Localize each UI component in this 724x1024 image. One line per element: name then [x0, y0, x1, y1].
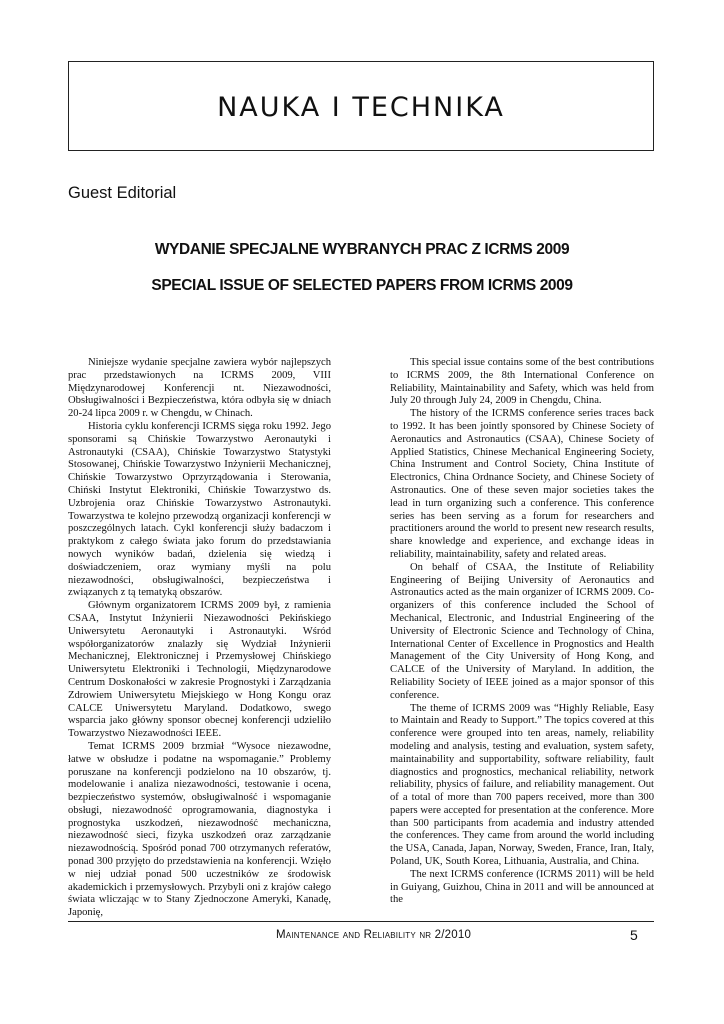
footer-divider	[68, 921, 654, 922]
journal-section-header	[68, 61, 654, 151]
paragraph: This special issue contains some of the best contributions to ICRMS 2009, the 8th International Conference on Reliability, Maintainability and Safety, which was held from July 20 through July 24, 2009 in Chengdu, China.	[390, 357, 654, 407]
paragraph: The theme of ICRMS 2009 was “Highly Reliable, Easy to Maintain and Ready to Support.” The topics covered at this conference were grouped into ten areas, namely, reliability modeling and analysis, testing and evaluation, system safety, maintainability and supportability, software reliability, fault diagnostics and prognostics, mechanical reliability, network reliability, physics of failure, and reliability management. Out of a total of more than 700 papers received, more than 300 papers were accepted for presentation at the conference. More than 500 participants from academia and industry attended the conferences. They came from around the world including the USA, Canada, Japan, Norway, Sweden, France, Iran, Italy, Poland, UK, South Korea, Lithuania, Australia, and China.	[390, 702, 654, 868]
footer-journal-name: Maintenance and Reliability nr 2/2010	[276, 929, 472, 941]
article-title-english: SPECIAL ISSUE OF SELECTED PAPERS FROM ICRMS 2009	[151, 277, 573, 294]
article-category-label: Guest Editorial	[68, 184, 177, 202]
polish-text-column	[68, 357, 331, 920]
paragraph: The history of the ICRMS conference series traces back to 1992. It has been jointly sponsored by Chinese Society of Aeronautics and Astronautics (CSAA), Chinese Society of Applied Statistics, Chinese Mechanical Engineering Society, China Instrument and Control Society, China Institute of Electronics, China Ordnance Society, and Chinese Society of Astronautics. One of these seven major societies takes the lead in turn organizing such a conference. This conference series has been serving as a forum for researchers and practitioners around the world to present new research results, share knowledge and experience, and exchange ideas in reliability, maintainability, safety and related areas.	[390, 408, 654, 560]
paragraph: Temat ICRMS 2009 brzmiał “Wysoce niezawodne, łatwe w obsłudze i podatne na wspomaganie.” Problemy poruszane na konferencji podzielono na 10 obszarów, tj. modelowanie i analiza niezawodności, testowanie i ocena, bezpieczeństwo systemów, obsługiwalność i wspomaganie obsługi, niezawodność oprogramowania, diagnostyka i prognostyka uszkodzeń, niezawodność mechaniczna, niezawodność sieci, fizyka uszkodzeń oraz zarządzanie niezawodnością. Spośród ponad 700 otrzymanych referatów, ponad 300 przyjęto do przedstawienia na konferencji. Wzięło w niej udział ponad 500 uczestników ze środowisk akademickich i przemysłowych. Przybyli oni z krajów całego świata wliczając w to Stany Zjednoczone Ameryki, Kanadę, Japonię,	[68, 740, 331, 919]
paragraph: Głównym organizatorem ICRMS 2009 był, z ramienia CSAA, Instytut Inżynierii Niezawodności Pekińskiego Uniwersytetu Aeronautyki i Astronautyki. Wśród współorganizatorów znalazły się Wydział Inżynierii Mechanicznej, Elektronicznej i Przemysłowej Chińskiego Uniwersytetu Elektroniki i Technologii, Międzynarodowe Centrum Doskonałości w zakresie Prognostyki i Zarządzania Zdrowiem Uniwersytetu Miejskiego w Hong Kongu oraz CALCE Uniwersytetu Maryland. Dodatkowo, swego wsparcia jako główny sponsor obecnej konferencji udzieliło Towarzystwo Niezawodności IEEE.	[68, 600, 331, 740]
article-title-polish: WYDANIE SPECJALNE WYBRANYCH PRAC Z ICRMS 2009	[154, 241, 570, 258]
section-header-title: NAUKA I TECHNIKA	[217, 91, 505, 123]
paragraph: The next ICRMS conference (ICRMS 2011) will be held in Guiyang, Guizhou, China in 2011 and will be announced at the	[390, 868, 654, 906]
paragraph: Niniejsze wydanie specjalne zawiera wybór najlepszych prac przedstawionych na ICRMS 2009, VIII Międzynarodowej Konferencji nt. Niezawodności, Obsługiwalności i Bezpieczeństwa, która odbyła się w dniach 20-24 lipca 2009 r. w Chengdu, w Chinach.	[68, 357, 331, 420]
english-text-column	[390, 357, 654, 907]
paragraph: On behalf of CSAA, the Institute of Reliability Engineering of Beijing University of Aeronautics and Astronautics acted as the main organizer of ICRMS 2009. Co-organizers of this conference included the School of Mechanical, Electronic, and Industrial Engineering of the University of Electronic Science and Technology of China, International Center of Excellence in Prognostics and Health Management of the City University of Hong Kong, and CALCE of the University of Maryland. In addition, the Reliability Society of IEEE joined as a major sponsor of this conference.	[390, 561, 655, 701]
paragraph: Historia cyklu konferencji ICRMS sięga roku 1992. Jego sponsorami są Chińskie Towarzystwo Aeronautyki i Astronautyki (CSAA), Chińskie Towarzystwo Statystyki Stosowanej, Chińskie Towarzystwo Inżynierii Mechanicznej, Chińskie Towarzystwo Oprzyrządowania i Sterowania, Chiński Instytut Elektroniki, Chińskie Towarzystwo ds. Uzbrojenia oraz Chińskie Towarzystwo Astronautyki. Towarzystwa te kolejno przewodzą organizacji konferencji w poszczególnych latach. Cykl konferencji służy badaczom i praktykom z całego świata jako forum do przedstawiania nowych wyników badań, dzielenia się wiedzą i doświadczeniem, oraz wymiany myśli na polu niezawodności, obsługiwalności, bezpieczeństwa i związanych z tą tematyką obszarów.	[68, 420, 331, 599]
page-number: 5	[630, 927, 638, 943]
